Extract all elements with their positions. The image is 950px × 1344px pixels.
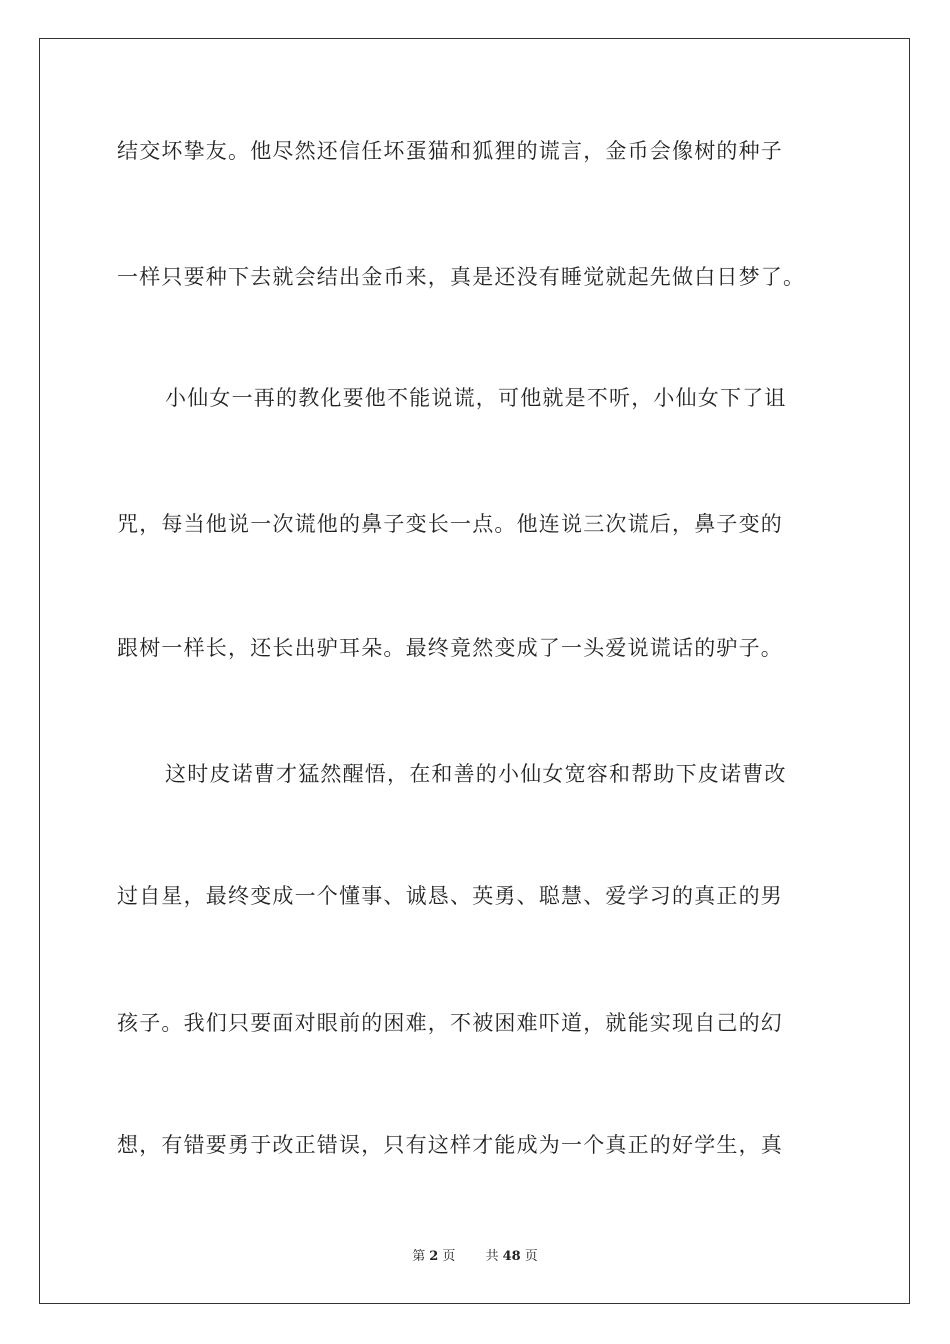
page-prefix: 第 — [412, 1249, 426, 1264]
total-suffix: 页 — [524, 1249, 538, 1264]
page-footer — [0, 1245, 950, 1264]
total-pages: 48 — [502, 1249, 521, 1264]
page-number: 2 — [429, 1249, 439, 1264]
text-line-2: 一样只要种下去就会结出金币来，真是还没有睡觉就起先做白日梦了。 — [117, 265, 806, 289]
text-line-4: 咒，每当他说一次谎他的鼻子变长一点。他连说三次谎后，鼻子变的 — [117, 512, 783, 536]
text-line-7: 过自星，最终变成一个懂事、诚恳、英勇、聪慧、爱学习的真正的男 — [117, 884, 783, 908]
text-line-9: 想，有错要勇于改正错误，只有这样才能成为一个真正的好学生，真 — [117, 1133, 783, 1157]
text-line-3: 小仙女一再的教化要他不能说谎，可他就是不听，小仙女下了诅 — [165, 386, 787, 410]
total-prefix: 共 — [485, 1249, 499, 1264]
text-line-8: 孩子。我们只要面对眼前的困难，不被困难吓道，就能实现自己的幻 — [117, 1011, 783, 1035]
page-border — [39, 38, 910, 1304]
text-line-1: 结交坏挚友。他尽然还信任坏蛋猫和狐狸的谎言，金币会像树的种子 — [117, 139, 783, 163]
text-line-5: 跟树一样长，还长出驴耳朵。最终竟然变成了一头爱说谎话的驴子。 — [117, 636, 783, 660]
page-suffix: 页 — [442, 1249, 456, 1264]
text-line-6: 这时皮诺曹才猛然醒悟，在和善的小仙女宽容和帮助下皮诺曹改 — [165, 762, 787, 786]
